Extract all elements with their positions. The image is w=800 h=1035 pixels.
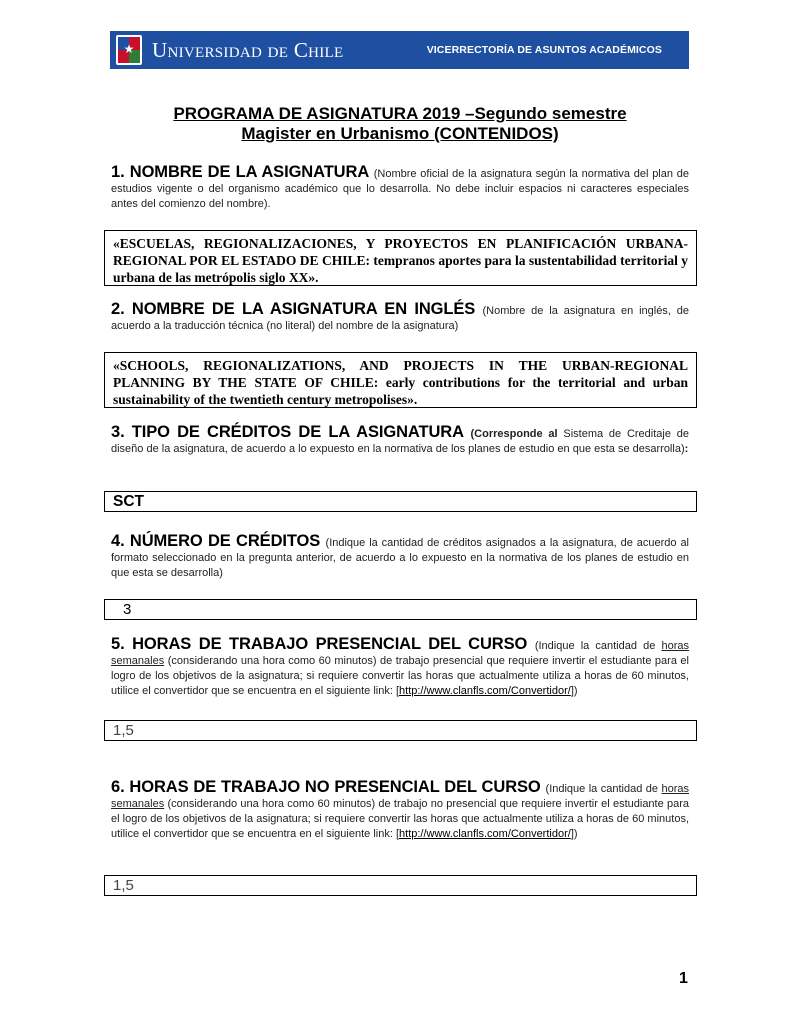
section-5-converter-link[interactable]: http://www.clanfls.com/Convertidor/ <box>399 685 571 697</box>
section-6-description-c: ]) <box>570 828 578 840</box>
course-name-english-bold: «SCHOOLS, REGIONALIZATIONS, AND PROJECTS IN THE URBAN-REGIONAL PLANNING BY THE STATE OF CHILE: <box>113 358 688 390</box>
section-6-description-a: (Indique la cantidad de <box>545 783 662 795</box>
non-contact-hours-box <box>104 875 697 896</box>
course-name-english-box <box>104 352 697 408</box>
course-name-box <box>104 230 697 286</box>
credits-number-value: 3 <box>123 601 132 618</box>
credits-number-box <box>104 599 697 620</box>
section-2-heading: 2. NOMBRE DE LA ASIGNATURA EN INGLÉS <box>111 300 483 318</box>
section-5-text <box>111 637 689 699</box>
contact-hours-value: 1,5 <box>113 722 134 739</box>
section-3-text <box>111 425 689 457</box>
contact-hours-box <box>104 720 697 741</box>
section-1-description: (Nombre oficial de la asignatura según la normativa del plan de estudios vigente o del organismo académico que lo desarrolla. No debe incluir espacios ni caracteres especiales antes del comienzo del nombre). <box>111 168 689 210</box>
vicerrectoria-label: VICERRECTORÍA DE ASUNTOS ACADÉMICOS <box>426 44 662 56</box>
page-number: 1 <box>679 970 688 987</box>
section-3-heading: 3. TIPO DE CRÉDITOS DE LA ASIGNATURA <box>111 423 471 441</box>
section-1-text <box>111 165 689 212</box>
section-5-description-b: (considerando una hora como 60 minutos) de trabajo presencial que requiere invertir el estudiante para el logro de los objetivos de la asignatura; si requiere convertir las horas que actualmente utiliza a horas de 60 minutos, utilice el convertidor que se encuentra en el siguiente link: [ <box>111 655 689 697</box>
section-5-description-c: ]) <box>570 685 578 697</box>
section-6-converter-link[interactable]: http://www.clanfls.com/Convertidor/ <box>399 828 571 840</box>
section-1-heading: 1. NOMBRE DE LA ASIGNATURA <box>111 163 374 181</box>
section-3-description-end: : <box>684 443 689 455</box>
course-name-english-rest: early contributions for the territorial and urban sustainability of the twentieth century metropolises». <box>113 375 688 407</box>
course-name-bold: «ESCUELAS, REGIONALIZACIONES, Y PROYECTOS EN PLANIFICACIÓN URBANA-REGIONAL POR EL ESTADO DE CHILE: <box>113 236 688 268</box>
section-4-description: (Indique la cantidad de créditos asignados a la asignatura, de acuerdo al formato seleccionado en la pregunta anterior, de acuerdo a lo expuesto en la normativa de los planes de estudio en que esta se desarrolla) <box>111 537 690 579</box>
section-6-weekly-hours: horas semanales <box>111 783 689 810</box>
section-2-description: (Nombre de la asignatura en inglés, de acuerdo a la traducción técnica (no literal) del nombre de la asignatura) <box>111 305 689 332</box>
section-4-text <box>111 534 689 581</box>
section-3-description: Sistema de Creditaje de diseño de la asignatura, de acuerdo a lo expuesto en la normativa de los planes de estudio en que esta se desarrolla) <box>111 428 689 455</box>
section-6-description-b: (considerando una hora como 60 minutos) de trabajo no presencial que requiere invertir el estudiante para el logro de los objetivos de la asignatura; si requiere convertir las horas que actualmente utiliza a horas de 60 minutos, utilice el convertidor que se encuentra en el siguiente link: [ <box>111 798 689 840</box>
university-name: Universidad de Chile <box>152 37 344 62</box>
credit-type-value: SCT <box>113 492 144 510</box>
credit-type-box <box>104 491 697 512</box>
course-name-rest: tempranos aportes para la sustentabilidad territorial y urbana de las metrópolis siglo XX». <box>113 253 689 285</box>
page-title-line1: PROGRAMA DE ASIGNATURA 2019 –Segundo semestre <box>173 104 627 123</box>
section-4-heading: 4. NÚMERO DE CRÉDITOS <box>111 532 326 550</box>
university-seal-icon: ★ <box>116 35 142 65</box>
section-5-weekly-hours: horas semanales <box>111 640 689 667</box>
section-5-description-a: (Indique la cantidad de <box>534 640 662 652</box>
section-3-description-bold: (Corresponde al <box>470 428 558 440</box>
header-banner <box>110 31 689 69</box>
section-5-heading: 5. HORAS DE TRABAJO PRESENCIAL DEL CURSO <box>111 635 535 653</box>
section-6-heading: 6. HORAS DE TRABAJO NO PRESENCIAL DEL CURSO <box>111 778 546 796</box>
non-contact-hours-value: 1,5 <box>113 877 134 894</box>
section-6-text <box>111 780 689 842</box>
section-2-text <box>111 302 689 334</box>
page-title-line2: Magister en Urbanismo (CONTENIDOS) <box>241 124 559 143</box>
